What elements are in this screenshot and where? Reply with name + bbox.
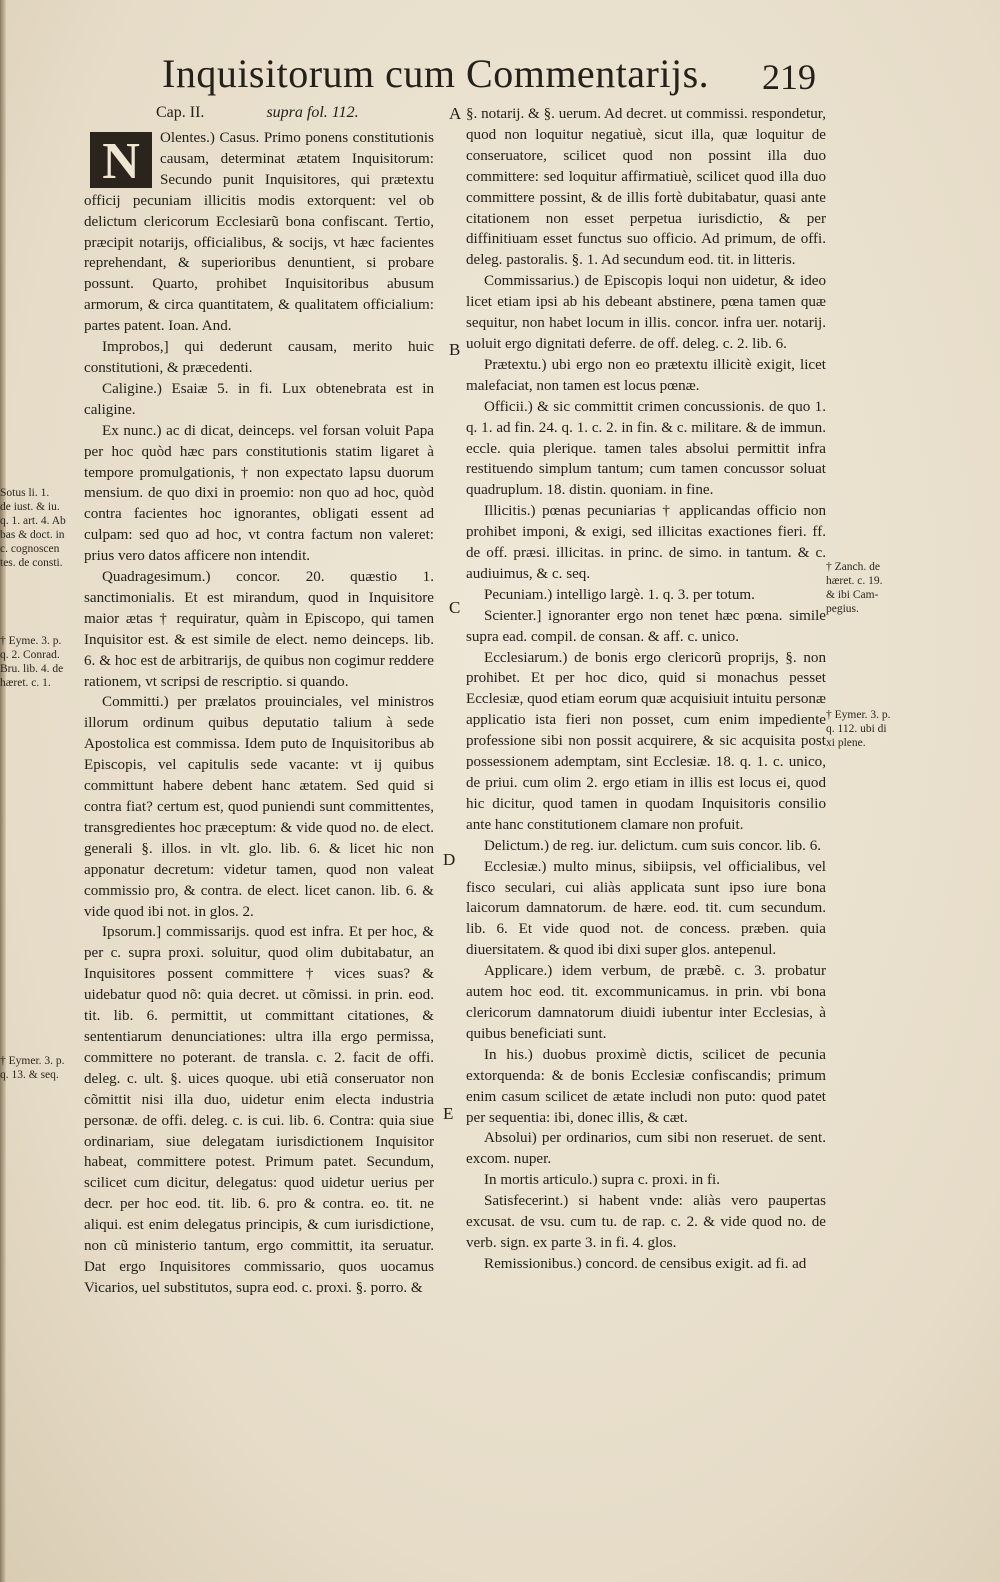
commentary-paragraph: Pecuniam.) intelligo largè. 1. q. 3. per totum. <box>484 586 755 603</box>
right-column <box>466 104 826 1275</box>
commentary-paragraph: §. notarij. & §. uerum. Ad decret. ut commissi. respondetur, quod non loquitur negatiuè, sicut illa, quæ loquitur de conseruatore, scilicet quod non possint illa duo committere: sed loquitur affirmatiuè, scilicet quod illa duo committere possint, & de illis fortè dubitabatur, quasi ante citationem non esset perpetua iurisdictio, & per diffinitiuam esset functus suo officio. Ad primum, de offi. deleg. pastoralis. §. 1. Ad secundum eod. tit. in litteris. <box>466 106 826 269</box>
commentary-paragraph: Improbos,] qui dederunt causam, merito huic constitutioni, & præcedenti. <box>84 339 434 376</box>
section-letter-d: D <box>443 850 456 869</box>
commentary-paragraph: Scienter.] ignoranter ergo non tenet hæc pœna. simile supra ead. compil. de consan. & aff. c. unico. <box>466 607 826 645</box>
commentary-paragraph: Ex nunc.) ac di dicat, deinceps. vel forsan voluit Papa per hoc quòd hæc pars constitutionis statim ligaret à tempore promulgationis, † non expectato lapsu duorum mensium. de quo dixi in proemio: non quo ad hoc, quòd contra facientes hoc ignorantes, obligati essent ad culpam: sed quo ad hoc, vt contra factum non valeret: prius vero datos afficere non intendit. <box>84 422 434 565</box>
running-title: Inquisitorum cum Commentarijs. <box>162 51 710 96</box>
commentary-paragraph: Remissionibus.) concord. de censibus exigit. ad fi. ad <box>484 1255 807 1272</box>
commentary-paragraph: Illicitis.) pœnas pecuniarias † applicandas officio non prohibet imponi, & exigi, sed illicitas exactiones fieri. ff. de off. præsi. illicitas. in princ. de simo. in tantum. & c. audiuimus, & c. seq. <box>466 503 826 582</box>
chapter-reference: supra fol. 112. <box>266 104 359 121</box>
chapter-header <box>156 104 359 122</box>
commentary-paragraph: Satisfecerint.) si habent vnde: aliàs vero paupertas excusat. de vsu. cum tu. de rap. c. 2. & vide quod no. de verb. sign. ex parte 3. in fi. 4. glos. <box>466 1193 826 1251</box>
section-letter-e: E <box>443 1104 454 1123</box>
commentary-paragraph: Ecclesiæ.) multo minus, sibiipsis, vel officialibus, vel fisco seculari, cui aliàs applicata sunt ipso iure bona laicorum damnatorum. de hære. eod. tit. cum secundum. lib. 6. Et vide quod not. de concess. præben. quia diuersitatem. & quod ibi dixi super glos. antepenul. <box>466 858 826 959</box>
right-margin-note: † Zanch. de hæret. c. 19. & ibi Cam- pegius. <box>826 561 883 615</box>
commentary-paragraph: Applicare.) idem verbum, de præbẽ. c. 3. probatur autem hoc eod. tit. excommunicamus. in prin. vbi bona clericorum damnatorum diuidi iubentur inter Ecclesias, à quibus beneficiati sunt. <box>466 963 826 1042</box>
commentary-paragraph: Ecclesiarum.) de bonis ergo clericorũ proprijs, §. non prohibet. Et per hoc dico, quid si monachus pesset Ecclesiæ, quod etiam eorum quæ acquisiuit intuitu personæ applicatio ista fieri non posset, cum enim impediente professione sibi non possit acquirere, & sic acquisita post possessionem ademptam, sint Ecclesiæ. 18. q. 1. c. unico, de priui. cum olim 2. ergo etiam in illis est locus ei, quod hic dicitur, quod tamen in quodam Inquisitoris consilio ante hanc constitutionem clamare non profuit. <box>466 649 826 833</box>
commentary-paragraph: Officii.) & sic committit crimen concussionis. de quo 1. q. 1. ad fin. 24. q. 1. c. 2. in fin. & c. militare. & de immun. eccle. quia plerique. tamen tales absolui permittit infra restituendo simplum tantum; cum tamen concussor soluat quadruplum. 18. distin. quoniam. in fine. <box>466 398 826 499</box>
commentary-paragraph: Ipsorum.] commissarijs. quod est infra. Et per hoc, & per c. supra proxi. soluitur, quod olim dubitabatur, an Inquisitores possent committere † vices suas? & uidebatur quod nõ: quia decret. ut cõmissi. in prin. eod. tit. lib. 6. permittit, ut committant citationes, & sententiarum denunciationes: ultra illa ergo permissa, committere no poterant. de transla. c. 2. facit de offi. deleg. c. ult. §. uices quoque. ubi etiã conseruator non cõmittit nisi illa duo, uidetur enim electa industria personæ. de offi. deleg. c. is cui. lib. 6. Contra: quia siue ordinariam, siue delegatam iurisdictionem Inquisitor habeat, committere potest. Primum patet. Secundum, scilicet cum dicitur, delegatus: quod uidetur uerius per decr. per hoc eod. tit. lib. 6. pro & contra. eo. tit. ne aliqui. est enim delegatus principis, & cum iurisdictione, non cũ ministerio tantum, ergo committit, ita seruatur. Dat ergo Inquisitores commissario, quos uocamus Vicarios, uel substitutos, supra eod. c. proxi. §. porro. & <box>84 924 434 1296</box>
commentary-paragraph: Committi.) per prælatos prouinciales, vel ministros illorum ordinum quibus deputatio talium à sede Apostolica est commissa. Idem puto de Inquisitoribus ab Episcopis, vel capitulis sede vacante: vt ij quibus committunt habere debent hanc ætatem. Sed quid si contra fiat? certum est, quod puniendi sunt committentes, transgredientes hoc præceptum: & vide quod no. de elect. generali §. illos. in vlt. glo. lib. 6. & licet hic non apponatur decretum: videtur tamen, quod non valeat commissio pro, & contra. de elect. licet canon. lib. 6. & vide quod ibi not. in glos. 2. <box>84 694 434 920</box>
section-letter-a: A <box>449 104 462 123</box>
commentary-paragraph: In mortis articulo.) supra c. proxi. in fi. <box>484 1172 720 1189</box>
commentary-paragraph: Prætextu.) ubi ergo non eo prætextu illicitè exigit, licet malefaciat, non tamen est locus pœnæ. <box>466 356 826 394</box>
commentary-paragraph: Commissarius.) de Episcopis loqui non uidetur, & ideo licet etiam ipsi ab his debeant abstinere, pœna tamen quæ sequitur, non habet locum in illis. concor. infra uer. notarij. uoluit ergo dignitati deferre. de off. deleg. c. 2. lib. 6. <box>466 273 826 352</box>
commentary-paragraph: Olentes.) Casus. Primo ponens constitutionis causam, determinat ætatem Inquisitorum: Secundo punit Inquisitores, qui prætextu officij pecuniam illicitis modis extorquent: vel ob delictum clericorum Ecclesiarũ bona confiscant. Tertio, præcipit notarijs, officialibus, & socijs, vt hæc facientes reprehendant, & superioribus denuntient, si probare possunt. Quarto, prohibet Inquisitoribus abusum armorum, & circa quantitatem, & qualitatem officialium: partes patent. Ioan. And. <box>84 130 434 335</box>
page-spine-shadow <box>0 0 6 1582</box>
left-margin-note: † Eymer. 3. p. q. 13. & seq. <box>0 1055 65 1081</box>
left-margin-note: Sotus li. 1. de iust. & iu. q. 1. art. 4. Ab bas & doct. in c. cognoscen tes. de consti. <box>0 487 66 569</box>
commentary-paragraph: In his.) duobus proximè dictis, scilicet de pecunia extorquenda: & de bonis Ecclesiæ confiscandis; primum enim casum scilicet de ætate includi non puto: quod patet per sequentia: ibi, donec illis, & cæt. <box>466 1046 826 1126</box>
section-letter-b: B <box>449 340 461 359</box>
dropcap-initial: N <box>90 132 152 188</box>
section-letter-c: C <box>449 598 461 617</box>
chapter-label: Cap. II. <box>156 104 205 121</box>
commentary-paragraph: Absolui) per ordinarios, cum sibi non reseruet. de sent. excom. nuper. <box>466 1130 826 1168</box>
left-column <box>84 128 434 1299</box>
right-margin-note: † Eymer. 3. p. q. 112. ubi di xi plene. <box>826 709 891 749</box>
left-margin-note: † Eyme. 3. p. q. 2. Conrad. Bru. lib. 4. de hæret. c. 1. <box>0 635 64 689</box>
commentary-paragraph: Caligine.) Esaiæ 5. in fi. Lux obtenebrata est in caligine. <box>84 380 434 418</box>
commentary-paragraph: Quadragesimum.) concor. 20. quæstio 1. sanctimonialis. Et est mirandum, quod in Inquisitore maior ætas † requiratur, quàm in Episcopo, qui tamen Inquisitor est. & est simile de elect. nemo deinceps. lib. 6. & hoc est de arbitrarijs, de quibus non cogimur reddere rationem, vt scripsi de rescriptio. si quando. <box>84 569 434 690</box>
commentary-paragraph: Delictum.) de reg. iur. delictum. cum suis concor. lib. 6. <box>484 837 822 854</box>
folio-number: 219 <box>762 57 816 97</box>
